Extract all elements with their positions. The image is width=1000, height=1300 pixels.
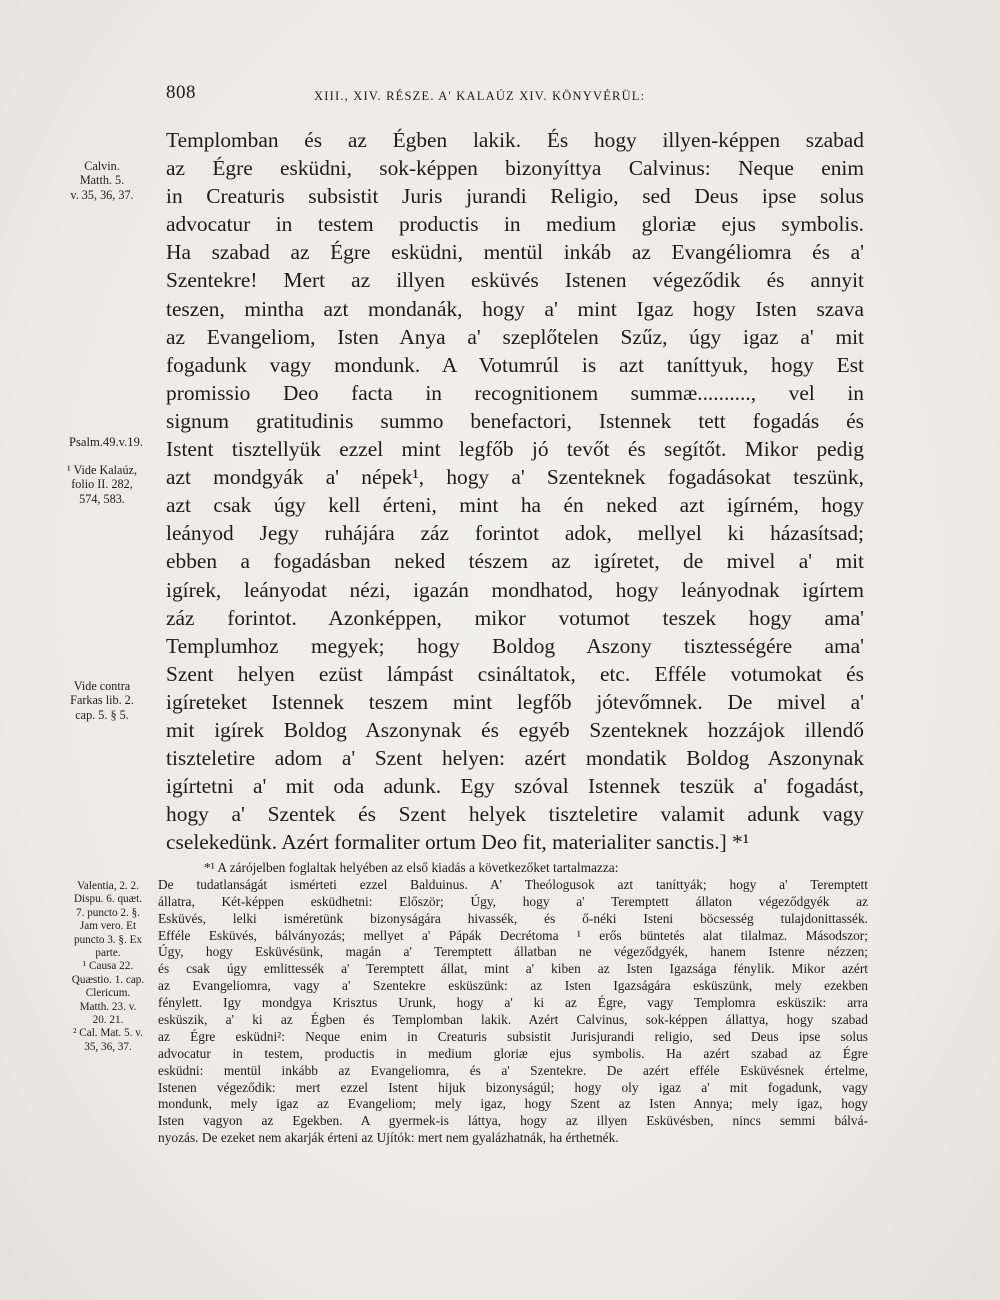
text-line: fogadunk vagy mondunk. A Votumrúl is azt taníttyuk, hogy Est [166,352,864,377]
footnote-margin-line: Quæstio. 1. cap. [71,973,145,986]
margin-note-psalm: Psalm.49.v.19. [68,435,144,449]
text-line: az Égre esküdni, sok-képpen bizonyíttya Calvinus: Neque enim [166,156,864,181]
footnote-line: állatra, Két-képpen esküdhetni: Először; Úgy, hogy a' Teremptett állaton végeződgyék az [158,893,868,909]
text-line: tiszteletire adom a' Szent helyen: azért mondatik Boldog Aszonynak [166,746,864,771]
footnote-block [158,860,868,1147]
text-line: advocatur in testem productis in medium gloriæ ejus symbolis. [166,212,864,237]
text-line: Szent helyen ezüst lámpást csináltatok, etc. Efféle votumokat és [166,661,864,686]
text-line: hogy a' Szentek és Szent helyek tiszteletire valamit adunk vagy [166,802,864,827]
text-line: cselekedünk. Azért formaliter ortum Deo fit, materialiter sanctis.] *¹ [166,830,750,855]
footnote-line: Istenen végeződik: mert ezzel Istent hijuk bizonyságúl; hogy oly igaz a' mit fogadunk, vagy [158,1079,868,1095]
footnote-margin-line: 20. 21. [92,1014,124,1027]
footnote-line: Efféle Esküvés, bálványozás; mellyet a' Pápák Decrétoma ¹ erős büntetés alat tilalmaz. Másodszor; [158,927,868,943]
footnote-line: Esküvés, lelki isméretünk bizonyságára hivassék, és ő-néki Isteni böcsesség tulajdonittassék. [158,910,868,926]
footnote-margin-line: puncto 3. §. Ex [73,933,143,946]
margin-note-line: v. 35, 36, 37. [70,187,134,202]
footnote-margin-line: Matth. 23. v. [79,1000,137,1013]
footnote-line: nyozás. De ezeket nem akarják érteni az Ujítók: mert nem gyalázhatnák, ha érthetnék. [158,1130,619,1146]
footnote-line: esküszik, a' ki az Égben és Templomban lakik. Azért Calvinus, sok-képpen állattya, hogy szabad [158,1012,868,1028]
text-line: Templomban és az Égben lakik. És hogy illyen-képpen szabad [166,128,864,152]
footnote-line: fénylett. Igy mondgya Krisztus Urunk, hogy a' ki az Égre, vagy Templomra esküszik: arra [158,995,868,1011]
page-number: 808 [166,82,196,103]
footnote-margin-notes [52,880,164,1054]
footnote-margin-line: parte. [95,947,121,960]
text-line: Szentekre! Mert az illyen esküvés Istenen végeződik és annyit [166,268,864,293]
margin-note-line: Calvin. [84,159,120,173]
text-line: Ha szabad az Égre esküdni, mentül inkáb az Evangéliomra és a' [166,240,864,265]
footnote-line: mondunk, mely igaz az Evangeliom; mely igaz, hogy Szent az Isten Annya; mely igaz, hogy [158,1096,868,1112]
footnote-margin-line: 35, 36, 37. [84,1040,132,1053]
footnote-margin-line: Clericum. [85,987,131,1000]
footnote-line: az Evangeliomra, vagy a' Szentekre esküszünk: az Isten Igazságára esküszünk, mely ezekben [158,978,868,994]
margin-note-line: 574, 583. [79,491,125,506]
footnote-line: *¹ A zárójelben foglaltak helyében az első kiadás a következőket tartalmazza: [204,860,619,875]
text-line: Istent tisztellyük ezzel mint legfőb jó tevőt és segítőt. Mikor pedig [166,437,864,462]
text-line: igíreteket Istennek teszem mint legfőb jótevőmnek. De mivel a' [166,689,864,714]
text-line: promissio Deo facta in recognitionem summæ.........., vel in [166,380,864,405]
text-line: signum gratitudinis summo benefactori, Istennek tett fogadás és [166,408,864,433]
text-line: azt csak úgy kell érteni, mint ha én neked azt igírném, hogy [166,493,864,518]
margin-note-line: folio II. 282, [71,477,133,492]
margin-note-line: Vide contra [73,679,131,693]
text-line: ebben a fogadásban neked tészem az igíretet, de mivel a' mit [166,549,864,574]
text-line: igírek, leányodat nézi, igazán mondhatod, hogy leányodnak igírtem [166,577,864,602]
text-line: az Evangeliom, Isten Anya a' szeplőtelen Szűz, úgy igaz a' mit [166,324,864,349]
footnote-margin-line: ¹ Causa 22. [82,960,134,973]
footnote-line: Úgy, hogy Esküvésünk, magán a' Teremptett állatban ne végeződgyék, hanem Istenre nézzen; [158,944,868,960]
text-line: mit igírek Boldog Aszonynak és egyéb Szenteknek hozzájok illendő [166,717,864,742]
margin-note-line: cap. 5. § 5. [75,707,129,722]
footnote-margin-line: Valentia, 2. 2. [77,880,139,892]
margin-note-vide-contra [50,679,154,722]
text-line: leányod Jegy ruhájára záz forintot adok, mellyel ki házasítsad; [166,521,864,546]
footnote-line: Isten vagyon az Egekben. A gyermek-is láttya, hogy az illyen Esküvésben, nincs semmi bálvá- [158,1113,868,1129]
margin-note-line: Matth. 5. [79,173,125,188]
text-line: in Creaturis subsistit Juris jurandi Religio, sed Deus ipse solus [166,184,864,209]
footnote-margin-line: Dispu. 6. quæt. [73,893,143,906]
text-line: igírtetni a' mit oda adunk. Egy szóval Istennek teszük a' fogadást, [166,774,864,799]
footnote-margin-line: ² Cal. Mat. 5. v. [73,1027,143,1040]
text-line: teszen, mintha azt mondanák, hogy a' mint Igaz hogy Isten szava [166,296,864,321]
running-title: XIII., XIV. RÉSZE. A' KALAÚZ XIV. KÖNYVÉRÜL: [314,89,646,103]
footnote-line: De tudatlanságát ismérteti ezzel Balduinus. A' Theólogusok azt taníttyák; hogy a' Teremptett [158,876,868,892]
margin-note-line: Farkas lib. 2. [70,693,134,708]
footnote-line: advocatur in testem, productis in medium gloriæ ejus symbolis. Ha azért szabad az Égre [158,1045,868,1061]
footnote-line: az Égre esküdni²: Neque enim in Creaturis subsistit Jurisjurandi religio, sed Deus ipse solus [158,1028,868,1044]
running-head [166,82,866,112]
margin-note-line: ¹ Vide Kalaúz, [66,463,138,477]
footnote-line: és csak úgy emlittessék a' Teremptett állat, mint a' kiben az Isten Igazsága fénylik. Mikor azért [158,961,868,977]
text-line: azt mondgyák a' népek¹, hogy a' Szenteknek fogadásokat teszünk, [166,465,864,490]
margin-note-vide-kalauz [50,463,154,506]
footnote-margin-line: Jam vero. Et [79,920,137,933]
text-line: Templumhoz megyek; hogy Boldog Aszony tisztességére ama' [166,633,864,658]
footnote-margin-line: 7. puncto 2. §. [75,906,140,919]
main-text [166,126,864,856]
text-line: záz forintot. Azonképpen, mikor votumot teszek hogy ama' [166,605,864,630]
margin-note-calvin [50,159,154,202]
footnote-line: esküdni: mentül inkább az Evangeliomra, és a' Szentekre. De azért efféle Esküvésnek értelme, [158,1062,868,1078]
